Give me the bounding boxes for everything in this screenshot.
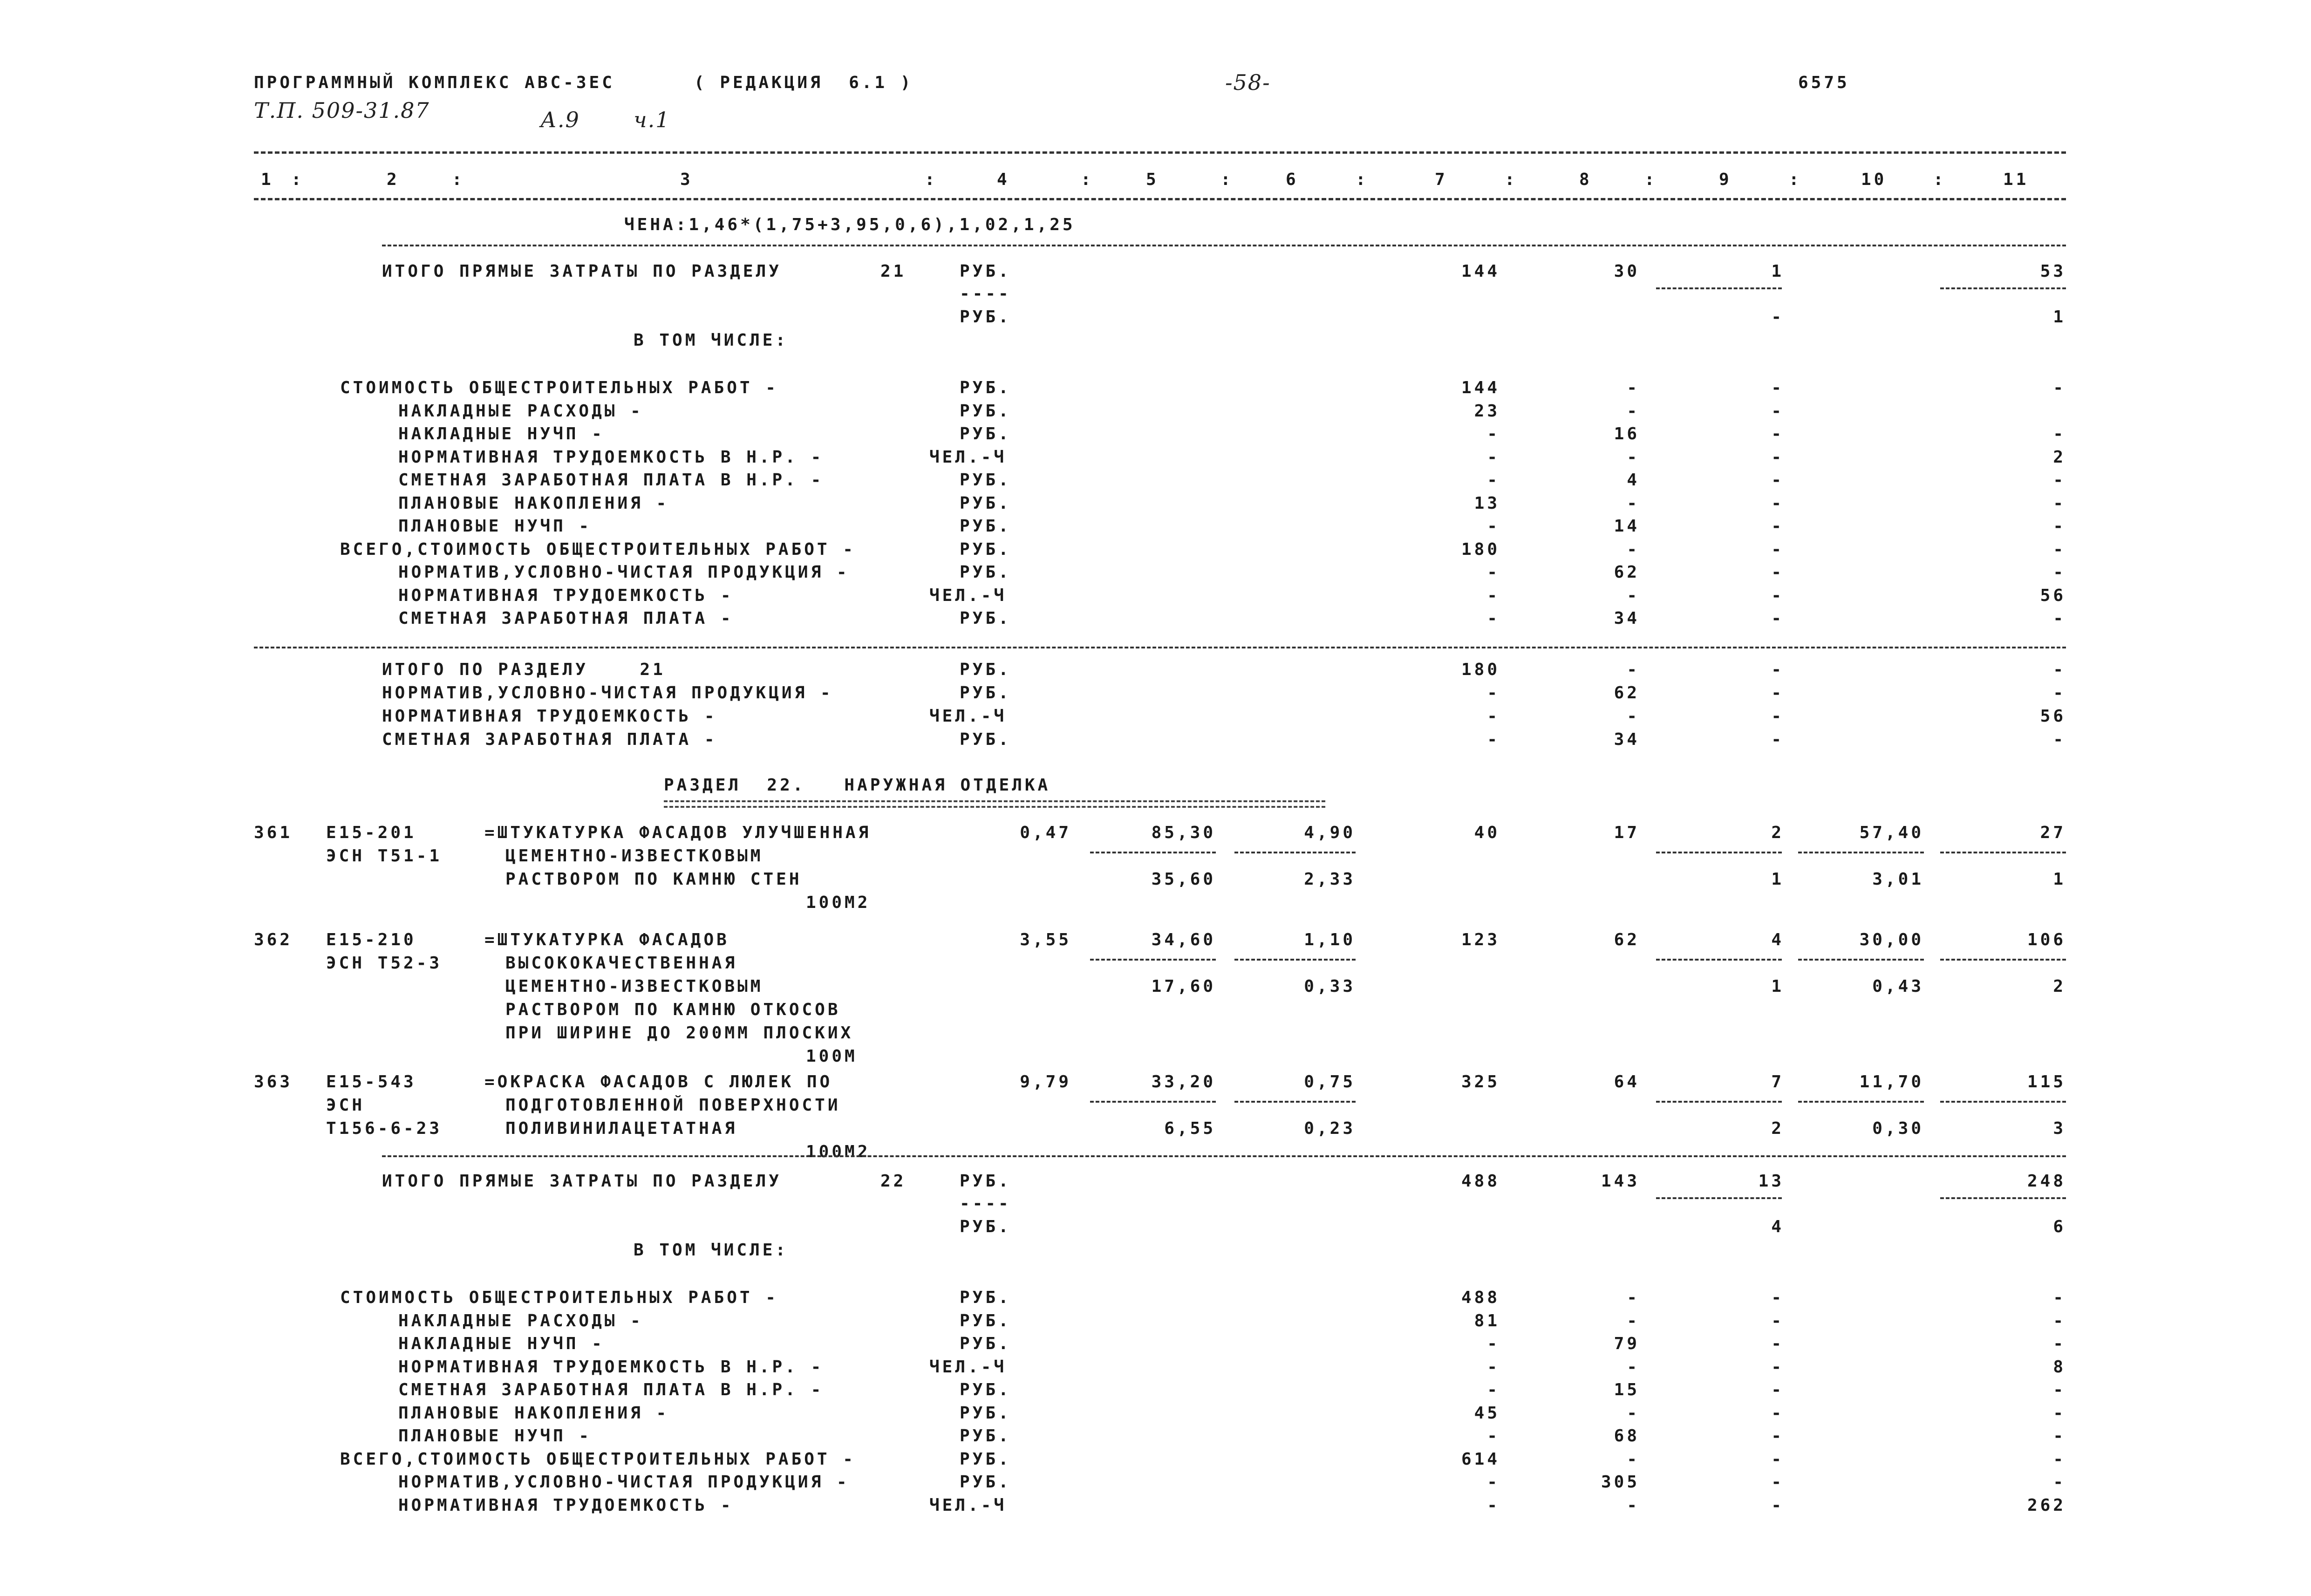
column-header-sep: : [1933,170,1946,189]
detail-c8: - [1627,494,1640,513]
item-c5b: 6,55 [1164,1119,1216,1138]
doc-code: 6575 [1798,73,1850,92]
detail-c11: - [2053,1404,2066,1423]
detail-c11: - [2053,1288,2066,1307]
detail-c9: - [1771,424,1784,443]
detail-c11: 2 [2053,448,2066,467]
detail-c8: 68 [1614,1426,1640,1446]
detail-unit: ЧЕЛ.-Ч [929,586,1007,605]
item-c8: 64 [1614,1072,1640,1091]
item-sep-c9 [1656,959,1782,961]
summary-label: ИТОГО ПО РАЗДЕЛУ 21 [382,660,666,679]
detail-label: ВСЕГО,СТОИМОСТЬ ОБЩЕСТРОИТЕЛЬНЫХ РАБОТ - [340,540,856,559]
item-c7: 123 [1461,930,1500,949]
section-total-c9: 13 [1758,1172,1784,1191]
item-c6: 1,10 [1304,930,1356,949]
detail-label: НАКЛАДНЫЕ РАСХОДЫ - [398,402,643,421]
detail-c7: 488 [1461,1288,1500,1307]
item-c4: 9,79 [1020,1072,1071,1091]
detail-c9: - [1771,609,1784,628]
detail-c9: - [1771,1334,1784,1353]
detail-c8: 15 [1614,1380,1640,1399]
item-c6b: 0,33 [1304,977,1356,996]
column-header-5: 5 [1146,170,1159,189]
detail-c8: - [1627,378,1640,397]
detail-c9: - [1771,494,1784,513]
program-title: ПРОГРАММНЫЙ КОМПЛЕКС АВС-3ЕС [254,73,615,92]
rule-above-total-22 [382,1155,2066,1157]
column-header-6: 6 [1286,170,1299,189]
detail-c9: - [1771,448,1784,467]
item-desc-line: ПРИ ШИРИНЕ ДО 200ММ ПЛОСКИХ [505,1023,854,1043]
section-total-unit2: РУБ. [960,1217,1011,1236]
detail-c8: - [1627,402,1640,421]
summary-c9: - [1771,730,1784,749]
detail-c11: - [2053,609,2066,628]
summary-c7: - [1487,683,1500,703]
item-c5b: 17,60 [1151,977,1216,996]
section-total-incl: В ТОМ ЧИСЛЕ: [634,1241,789,1260]
summary-c11: - [2053,683,2066,703]
item-unit: 100М2 [806,1142,871,1161]
detail-c7: - [1487,1496,1500,1515]
section-22-title-underline [664,800,1325,808]
edition-label: ( РЕДАКЦИЯ 6.1 ) [694,73,913,92]
summary-unit: РУБ. [960,683,1011,703]
item-c9b: 1 [1771,870,1784,889]
column-header-sep: : [291,170,304,189]
detail-c11: - [2053,540,2066,559]
section-total-c7: 488 [1461,1172,1500,1191]
item-sep-c6 [1234,852,1356,853]
item-c6: 0,75 [1304,1072,1356,1091]
header-top-rule [254,151,2066,154]
item-code2: ЭСН [326,1096,365,1115]
col11-dash [1940,287,2066,289]
detail-c7: 13 [1474,494,1500,513]
item-code: Е15-543 [326,1072,416,1091]
summary-label: НОРМАТИВНАЯ ТРУДОЕМКОСТЬ - [382,707,717,726]
detail-unit: ЧЕЛ.-Ч [929,448,1007,467]
detail-c11: - [2053,563,2066,582]
item-c10: 30,00 [1859,930,1924,949]
column-header-sep: : [1220,170,1234,189]
item-c11b: 3 [2053,1119,2066,1138]
detail-label: НОРМАТИВНАЯ ТРУДОЕМКОСТЬ В Н.Р. - [398,1357,824,1377]
detail-label: НАКЛАДНЫЕ НУЧП - [398,1334,605,1353]
item-sep-c10 [1798,1101,1924,1103]
item-sep-c5 [1090,1101,1216,1103]
detail-c11: - [2053,1311,2066,1330]
column-header-2: 2 [387,170,400,189]
column-header-1: 1 [261,170,274,189]
item-c5: 34,60 [1151,930,1216,949]
column-header-7: 7 [1435,170,1448,189]
section-22-title: РАЗДЕЛ 22. НАРУЖНАЯ ОТДЕЛКА [664,776,1051,795]
item-sep-c5 [1090,852,1216,853]
section-total-number: 21 [880,262,907,281]
detail-c8: 62 [1614,563,1640,582]
column-header-sep: : [1356,170,1369,189]
item-c6b: 2,33 [1304,870,1356,889]
detail-c7: - [1487,1380,1500,1399]
col9-dash [1656,287,1782,289]
item-sep-c11 [1940,959,2066,961]
detail-label: СТОИМОСТЬ ОБЩЕСТРОИТЕЛЬНЫХ РАБОТ - [340,1288,778,1307]
detail-c7: - [1487,609,1500,628]
detail-unit: РУБ. [960,1380,1011,1399]
detail-c11: 56 [2040,586,2066,605]
rule-above-total-21 [382,245,2066,246]
section-total-c11b: 1 [2053,307,2066,327]
item-code: Е15-210 [326,930,416,949]
detail-c7: - [1487,1473,1500,1492]
column-header-10: 10 [1861,170,1887,189]
summary-unit: РУБ. [960,730,1011,749]
item-desc-line: ВЫСОКОКАЧЕСТВЕННАЯ [505,954,738,973]
item-c7: 325 [1461,1072,1500,1091]
item-code: Е15-201 [326,823,416,842]
item-desc-line: ПОДГОТОВЛЕННОЙ ПОВЕРХНОСТИ [505,1096,841,1115]
item-c10b: 0,43 [1872,977,1924,996]
summary-c11: 56 [2040,707,2066,726]
detail-unit: РУБ. [960,517,1011,536]
detail-label: СМЕТНАЯ ЗАРАБОТНАЯ ПЛАТА В Н.Р. - [398,1380,824,1399]
item-sep-c11 [1940,1101,2066,1103]
section-total-incl: В ТОМ ЧИСЛЕ: [634,331,789,350]
item-c10b: 0,30 [1872,1119,1924,1138]
section-total-c11: 53 [2040,262,2066,281]
detail-c11: - [2053,1450,2066,1469]
detail-label: ПЛАНОВЫЕ НАКОПЛЕНИЯ - [398,494,669,513]
detail-label: НОРМАТИВНАЯ ТРУДОЕМКОСТЬ В Н.Р. - [398,448,824,467]
page-number: -58- [1225,70,1271,95]
summary-c11: - [2053,730,2066,749]
item-unit: 100М [806,1047,858,1066]
detail-label: СМЕТНАЯ ЗАРАБОТНАЯ ПЛАТА - [398,609,734,628]
item-c10: 11,70 [1859,1072,1924,1091]
detail-c11: - [2053,424,2066,443]
item-desc-line: =ШТУКАТУРКА ФАСАДОВ УЛУЧШЕННАЯ [484,823,872,842]
item-sep-c6 [1234,959,1356,961]
detail-c9: - [1771,402,1784,421]
item-c10: 57,40 [1859,823,1924,842]
detail-c11: - [2053,1380,2066,1399]
summary-c9: - [1771,660,1784,679]
section-total-c9b: 4 [1771,1217,1784,1236]
detail-c7: - [1487,586,1500,605]
item-code3: Т156-6-23 [326,1119,443,1138]
section-total-c8: 30 [1614,262,1640,281]
detail-unit: РУБ. [960,424,1011,443]
detail-c7: - [1487,1426,1500,1446]
detail-c9: - [1771,471,1784,490]
item-c8: 62 [1614,930,1640,949]
item-sep-c9 [1656,1101,1782,1103]
detail-unit: РУБ. [960,609,1011,628]
summary-c8: - [1627,660,1640,679]
item-code2: ЭСН Т52-3 [326,954,443,973]
summary-c7: - [1487,707,1500,726]
section-total-c11: 248 [2027,1172,2066,1191]
item-desc-line: =ШТУКАТУРКА ФАСАДОВ [484,930,729,949]
detail-unit: ЧЕЛ.-Ч [929,1357,1007,1377]
detail-c8: - [1627,540,1640,559]
item-c4: 0,47 [1020,823,1071,842]
item-number: 362 [254,930,293,949]
detail-unit: ЧЕЛ.-Ч [929,1496,1007,1515]
detail-c7: - [1487,1334,1500,1353]
detail-c8: 305 [1601,1473,1640,1492]
detail-c7: - [1487,424,1500,443]
detail-c8: - [1627,1450,1640,1469]
column-header-sep: : [1081,170,1094,189]
section-total-c9: 1 [1771,262,1784,281]
item-sep-c10 [1798,852,1924,853]
column-header-3: 3 [680,170,693,189]
section-total-number: 22 [880,1172,907,1191]
item-sep-c11 [1940,852,2066,853]
column-header-sep: : [1505,170,1518,189]
detail-label: СМЕТНАЯ ЗАРАБОТНАЯ ПЛАТА В Н.Р. - [398,471,824,490]
item-c6: 4,90 [1304,823,1356,842]
detail-c7: - [1487,471,1500,490]
detail-unit: РУБ. [960,1288,1011,1307]
detail-label: НОРМАТИВ,УСЛОВНО-ЧИСТАЯ ПРОДУКЦИЯ - [398,1473,850,1492]
detail-c9: - [1771,1288,1784,1307]
detail-c7: 23 [1474,402,1500,421]
detail-c8: - [1627,1311,1640,1330]
detail-label: ПЛАНОВЫЕ НУЧП - [398,1426,592,1446]
column-header-sep: : [1789,170,1802,189]
detail-c9: - [1771,517,1784,536]
item-sep-c10 [1798,959,1924,961]
detail-c8: - [1627,448,1640,467]
item-c10b: 3,01 [1872,870,1924,889]
item-c9: 4 [1771,930,1784,949]
section-total-c11b: 6 [2053,1217,2066,1236]
detail-label: ВСЕГО,СТОИМОСТЬ ОБЩЕСТРОИТЕЛЬНЫХ РАБОТ - [340,1450,856,1469]
detail-c8: 79 [1614,1334,1640,1353]
section-total-c8: 143 [1601,1172,1640,1191]
detail-label: НОРМАТИВНАЯ ТРУДОЕМКОСТЬ - [398,1496,734,1515]
rule-above-summary-21 [254,647,2066,648]
detail-unit: РУБ. [960,563,1011,582]
item-c8: 17 [1614,823,1640,842]
detail-c11: - [2053,378,2066,397]
detail-unit: РУБ. [960,1450,1011,1469]
column-header-sep: : [925,170,938,189]
detail-c11: - [2053,494,2066,513]
item-c5b: 35,60 [1151,870,1216,889]
handwritten-part: ч.1 [634,107,670,132]
detail-c8: 16 [1614,424,1640,443]
detail-label: ПЛАНОВЫЕ НУЧП - [398,517,592,536]
item-desc-line: РАСТВОРОМ ПО КАМНЮ СТЕН [505,870,802,889]
detail-c7: 180 [1461,540,1500,559]
item-sep-c9 [1656,852,1782,853]
price-note: ЧЕНА:1,46*(1,75+3,95,0,6),1,02,1,25 [624,215,1076,234]
section-total-label: ИТОГО ПРЯМЫЕ ЗАТРАТЫ ПО РАЗДЕЛУ [382,1172,782,1191]
item-c11: 27 [2040,823,2066,842]
section-total-label: ИТОГО ПРЯМЫЕ ЗАТРАТЫ ПО РАЗДЕЛУ [382,262,782,281]
handwritten-ref: Т.П. 509-31.87 [254,98,430,123]
item-desc-line: ЦЕМЕНТНО-ИЗВЕСТКОВЫМ [505,846,764,866]
detail-label: СТОИМОСТЬ ОБЩЕСТРОИТЕЛЬНЫХ РАБОТ - [340,378,778,397]
detail-label: НОРМАТИВ,УСЛОВНО-ЧИСТАЯ ПРОДУКЦИЯ - [398,563,850,582]
detail-c9: - [1771,1380,1784,1399]
detail-label: НАКЛАДНЫЕ НУЧП - [398,424,605,443]
item-c5: 85,30 [1151,823,1216,842]
summary-c8: - [1627,707,1640,726]
detail-c9: - [1771,1426,1784,1446]
detail-c7: - [1487,563,1500,582]
detail-c9: - [1771,1450,1784,1469]
item-code2: ЭСН Т51-1 [326,846,443,866]
item-c9: 2 [1771,823,1784,842]
detail-c9: - [1771,586,1784,605]
col9-dash [1656,1197,1782,1199]
detail-c8: - [1627,586,1640,605]
handwritten-album: А.9 [540,107,580,132]
detail-unit: РУБ. [960,471,1011,490]
detail-c9: - [1771,1311,1784,1330]
detail-c7: - [1487,448,1500,467]
column-header-sep: : [452,170,465,189]
item-c11b: 1 [2053,870,2066,889]
detail-c7: - [1487,517,1500,536]
item-desc-line: РАСТВОРОМ ПО КАМНЮ ОТКОСОВ [505,1000,841,1019]
summary-unit: ЧЕЛ.-Ч [929,707,1007,726]
detail-unit: РУБ. [960,378,1011,397]
section-total-unit: РУБ. [960,1172,1011,1191]
detail-c8: - [1627,1404,1640,1423]
detail-unit: РУБ. [960,1404,1011,1423]
detail-c7: 144 [1461,378,1500,397]
summary-unit: РУБ. [960,660,1011,679]
detail-unit: РУБ. [960,494,1011,513]
detail-c9: - [1771,378,1784,397]
section-total-c9b: - [1771,307,1784,327]
detail-c11: - [2053,1426,2066,1446]
detail-c8: 14 [1614,517,1640,536]
detail-c8: 4 [1627,471,1640,490]
detail-c11: - [2053,1473,2066,1492]
item-c11: 115 [2027,1072,2066,1091]
item-c4: 3,55 [1020,930,1071,949]
summary-c7: 180 [1461,660,1500,679]
summary-c9: - [1771,683,1784,703]
section-total-unit2: РУБ. [960,307,1011,327]
item-c7: 40 [1474,823,1500,842]
item-sep-c6 [1234,1101,1356,1103]
item-c5: 33,20 [1151,1072,1216,1091]
detail-c9: - [1771,1357,1784,1377]
summary-c8: 62 [1614,683,1640,703]
detail-c11: 8 [2053,1357,2066,1377]
column-header-4: 4 [997,170,1010,189]
detail-label: ПЛАНОВЫЕ НАКОПЛЕНИЯ - [398,1404,669,1423]
detail-unit: РУБ. [960,402,1011,421]
detail-c8: - [1627,1357,1640,1377]
detail-c7: - [1487,1357,1500,1377]
detail-c9: - [1771,1404,1784,1423]
item-number: 361 [254,823,293,842]
detail-c9: - [1771,540,1784,559]
detail-unit: РУБ. [960,1334,1011,1353]
header-bottom-rule [254,198,2066,200]
item-c6b: 0,23 [1304,1119,1356,1138]
detail-c9: - [1771,563,1784,582]
column-header-8: 8 [1579,170,1592,189]
detail-label: НОРМАТИВНАЯ ТРУДОЕМКОСТЬ - [398,586,734,605]
detail-unit: РУБ. [960,1426,1011,1446]
item-c11: 106 [2027,930,2066,949]
detail-c9: - [1771,1473,1784,1492]
detail-c7: 81 [1474,1311,1500,1330]
section-total-unit: РУБ. [960,262,1011,281]
section-total-sep: ---- [960,284,1011,303]
item-c9: 7 [1771,1072,1784,1091]
summary-c7: - [1487,730,1500,749]
item-desc-line: ПОЛИВИНИЛАЦЕТАТНАЯ [505,1119,738,1138]
detail-c7: 45 [1474,1404,1500,1423]
detail-c11: - [2053,517,2066,536]
summary-label: НОРМАТИВ,УСЛОВНО-ЧИСТАЯ ПРОДУКЦИЯ - [382,683,833,703]
section-total-sep: ---- [960,1194,1011,1213]
section-total-c7: 144 [1461,262,1500,281]
detail-unit: РУБ. [960,540,1011,559]
item-desc-line: =ОКРАСКА ФАСАДОВ С ЛЮЛЕК ПО [484,1072,833,1091]
detail-c11: 262 [2027,1496,2066,1515]
summary-label: СМЕТНАЯ ЗАРАБОТНАЯ ПЛАТА - [382,730,717,749]
item-number: 363 [254,1072,293,1091]
detail-c7: 614 [1461,1450,1500,1469]
item-desc-line: ЦЕМЕНТНО-ИЗВЕСТКОВЫМ [505,977,764,996]
item-c9b: 2 [1771,1119,1784,1138]
detail-unit: РУБ. [960,1473,1011,1492]
detail-label: НАКЛАДНЫЕ РАСХОДЫ - [398,1311,643,1330]
detail-c9: - [1771,1496,1784,1515]
column-header-9: 9 [1719,170,1732,189]
summary-c11: - [2053,660,2066,679]
detail-c11: - [2053,1334,2066,1353]
summary-c9: - [1771,707,1784,726]
column-header-11: 11 [2003,170,2029,189]
item-c9b: 1 [1771,977,1784,996]
item-unit: 100М2 [806,893,871,912]
detail-c8: - [1627,1496,1640,1515]
col11-dash [1940,1197,2066,1199]
item-c11b: 2 [2053,977,2066,996]
column-header-sep: : [1644,170,1657,189]
item-sep-c5 [1090,959,1216,961]
detail-c8: - [1627,1288,1640,1307]
summary-c8: 34 [1614,730,1640,749]
detail-c11: - [2053,471,2066,490]
detail-c8: 34 [1614,609,1640,628]
detail-unit: РУБ. [960,1311,1011,1330]
